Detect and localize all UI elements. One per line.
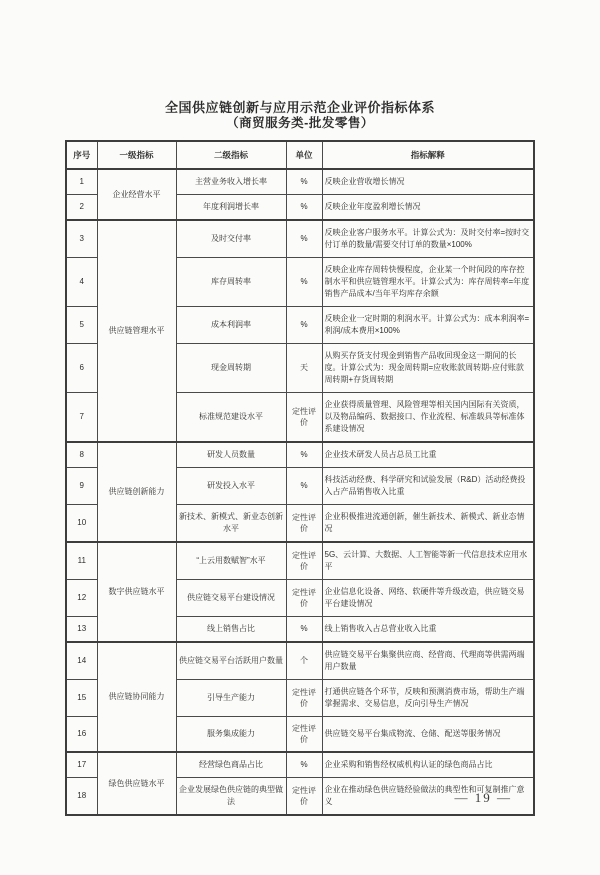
document-title bbox=[0, 0, 600, 132]
unit-cell: 定性评价 bbox=[286, 542, 322, 580]
row-number: 5 bbox=[66, 306, 97, 343]
explanation-cell: 科技活动经费、科学研究和试验发展（R&D）活动经费投入占产品销售收入比重 bbox=[322, 467, 534, 504]
title-line-2: （商贸服务类-批发零售） bbox=[226, 116, 374, 131]
header-unit: 单位 bbox=[286, 141, 322, 169]
unit-cell: 天 bbox=[286, 343, 322, 392]
row-number: 2 bbox=[66, 194, 97, 220]
unit-cell: 定性评价 bbox=[286, 716, 322, 752]
table-row bbox=[66, 642, 534, 680]
row-number: 1 bbox=[66, 169, 97, 195]
unit-cell: 定性评价 bbox=[286, 679, 322, 716]
level2-indicator-cell: 新技术、新模式、新业态创新水平 bbox=[176, 504, 286, 542]
header-level1: 一级指标 bbox=[97, 141, 176, 169]
level1-indicator-cell: 供应链协同能力 bbox=[97, 642, 176, 752]
explanation-cell: 企业积极推进流通创新，催生新技术、新模式、新业态情况 bbox=[322, 504, 534, 542]
level2-indicator-cell: 成本利润率 bbox=[176, 306, 286, 343]
unit-cell: % bbox=[286, 442, 322, 468]
level2-indicator-cell: 研发投入水平 bbox=[176, 467, 286, 504]
table-header-row bbox=[66, 141, 534, 169]
explanation-cell: 供应链交易平台集成物流、仓储、配送等服务情况 bbox=[322, 716, 534, 752]
unit-cell: % bbox=[286, 616, 322, 642]
explanation-cell: 打通供应链各个环节，反映和预测消费市场，帮助生产端掌握需求、交易信息，反向引导生产情况 bbox=[322, 679, 534, 716]
row-number: 14 bbox=[66, 642, 97, 680]
header-level2: 二级指标 bbox=[176, 141, 286, 169]
level2-indicator-cell: 服务集成能力 bbox=[176, 716, 286, 752]
unit-cell: % bbox=[286, 194, 322, 220]
unit-cell: 定性评价 bbox=[286, 392, 322, 442]
title-line-1: 全国供应链创新与应用示范企业评价指标体系 bbox=[164, 100, 435, 115]
row-number: 15 bbox=[66, 679, 97, 716]
level1-indicator-cell: 供应链创新能力 bbox=[97, 442, 176, 542]
explanation-cell: 反映企业营收增长情况 bbox=[322, 169, 534, 195]
unit-cell: % bbox=[286, 257, 322, 306]
page-number: — 19 — bbox=[454, 790, 512, 805]
level2-indicator-cell: 标准规范建设水平 bbox=[176, 392, 286, 442]
explanation-cell: 反映企业一定时期的利润水平。计算公式为：成本利润率=利润/成本费用×100% bbox=[322, 306, 534, 343]
row-number: 7 bbox=[66, 392, 97, 442]
explanation-cell: 企业在推动绿色供应链经验做法的典型性和可复制推广意义 bbox=[322, 777, 534, 815]
explanation-cell: 企业采购和销售经权威机构认证的绿色商品占比 bbox=[322, 752, 534, 778]
unit-cell: 定性评价 bbox=[286, 777, 322, 815]
unit-cell: 个 bbox=[286, 642, 322, 680]
level2-indicator-cell: 库存周转率 bbox=[176, 257, 286, 306]
row-number: 17 bbox=[66, 752, 97, 778]
level2-indicator-cell: 线上销售占比 bbox=[176, 616, 286, 642]
explanation-cell: 企业获得质量管理、风险管理等相关国内国际有关资质，以及物品编码、数据接口、作业流程、标准载具等标准体系建设情况 bbox=[322, 392, 534, 442]
level2-indicator-cell: “上云用数赋智”水平 bbox=[176, 542, 286, 580]
explanation-cell: 反映企业年度盈利增长情况 bbox=[322, 194, 534, 220]
row-number: 13 bbox=[66, 616, 97, 642]
level2-indicator-cell: 及时交付率 bbox=[176, 220, 286, 258]
unit-cell: 定性评价 bbox=[286, 504, 322, 542]
explanation-cell: 供应链交易平台集聚供应商、经营商、代理商等供需两端用户数量 bbox=[322, 642, 534, 680]
explanation-cell: 反映企业库存周转快慢程度，企业某一个时间段的库存控制水平和供应链管理水平。计算公式为：库存周转率=年度销售产品成本/当年平均库存余额 bbox=[322, 257, 534, 306]
row-number: 3 bbox=[66, 220, 97, 258]
header-no: 序号 bbox=[66, 141, 97, 169]
table-row bbox=[66, 752, 534, 778]
table-row bbox=[66, 169, 534, 195]
level2-indicator-cell: 年度利润增长率 bbox=[176, 194, 286, 220]
level2-indicator-cell: 现金周转期 bbox=[176, 343, 286, 392]
row-number: 8 bbox=[66, 442, 97, 468]
row-number: 10 bbox=[66, 504, 97, 542]
row-number: 11 bbox=[66, 542, 97, 580]
unit-cell: % bbox=[286, 752, 322, 778]
unit-cell: % bbox=[286, 169, 322, 195]
explanation-cell: 线上销售收入占总营业收入比重 bbox=[322, 616, 534, 642]
table-row bbox=[66, 442, 534, 468]
level1-indicator-cell: 绿色供应链水平 bbox=[97, 752, 176, 815]
unit-cell: % bbox=[286, 220, 322, 258]
unit-cell: % bbox=[286, 306, 322, 343]
explanation-cell: 企业技术研发人员占总员工比重 bbox=[322, 442, 534, 468]
unit-cell: 定性评价 bbox=[286, 579, 322, 616]
row-number: 6 bbox=[66, 343, 97, 392]
level2-indicator-cell: 经营绿色商品占比 bbox=[176, 752, 286, 778]
level2-indicator-cell: 供应链交易平台活跃用户数量 bbox=[176, 642, 286, 680]
level2-indicator-cell: 引导生产能力 bbox=[176, 679, 286, 716]
row-number: 16 bbox=[66, 716, 97, 752]
level1-indicator-cell: 供应链管理水平 bbox=[97, 220, 176, 442]
row-number: 4 bbox=[66, 257, 97, 306]
indicator-table bbox=[65, 140, 535, 816]
unit-cell: % bbox=[286, 467, 322, 504]
table-row bbox=[66, 542, 534, 580]
explanation-cell: 5G、云计算、大数据、人工智能等新一代信息技术应用水平 bbox=[322, 542, 534, 580]
explanation-cell: 从购买存货支付现金到销售产品收回现金这一期间的长度。计算公式为：现金周转期=应收账款周转期-应付账款周转期+存货周转期 bbox=[322, 343, 534, 392]
level2-indicator-cell: 研发人员数量 bbox=[176, 442, 286, 468]
table-row bbox=[66, 220, 534, 258]
explanation-cell: 反映企业客户服务水平。计算公式为：及时交付率=按时交付订单的数量/需要交付订单的数量×100% bbox=[322, 220, 534, 258]
explanation-cell: 企业信息化设备、网络、软硬件等升级改造，供应链交易平台建设情况 bbox=[322, 579, 534, 616]
level1-indicator-cell: 数字供应链水平 bbox=[97, 542, 176, 642]
row-number: 9 bbox=[66, 467, 97, 504]
row-number: 18 bbox=[66, 777, 97, 815]
level2-indicator-cell: 企业发展绿色供应链的典型做法 bbox=[176, 777, 286, 815]
level1-indicator-cell: 企业经营水平 bbox=[97, 169, 176, 220]
level2-indicator-cell: 供应链交易平台建设情况 bbox=[176, 579, 286, 616]
row-number: 12 bbox=[66, 579, 97, 616]
level2-indicator-cell: 主营业务收入增长率 bbox=[176, 169, 286, 195]
header-explanation: 指标解释 bbox=[322, 141, 534, 169]
